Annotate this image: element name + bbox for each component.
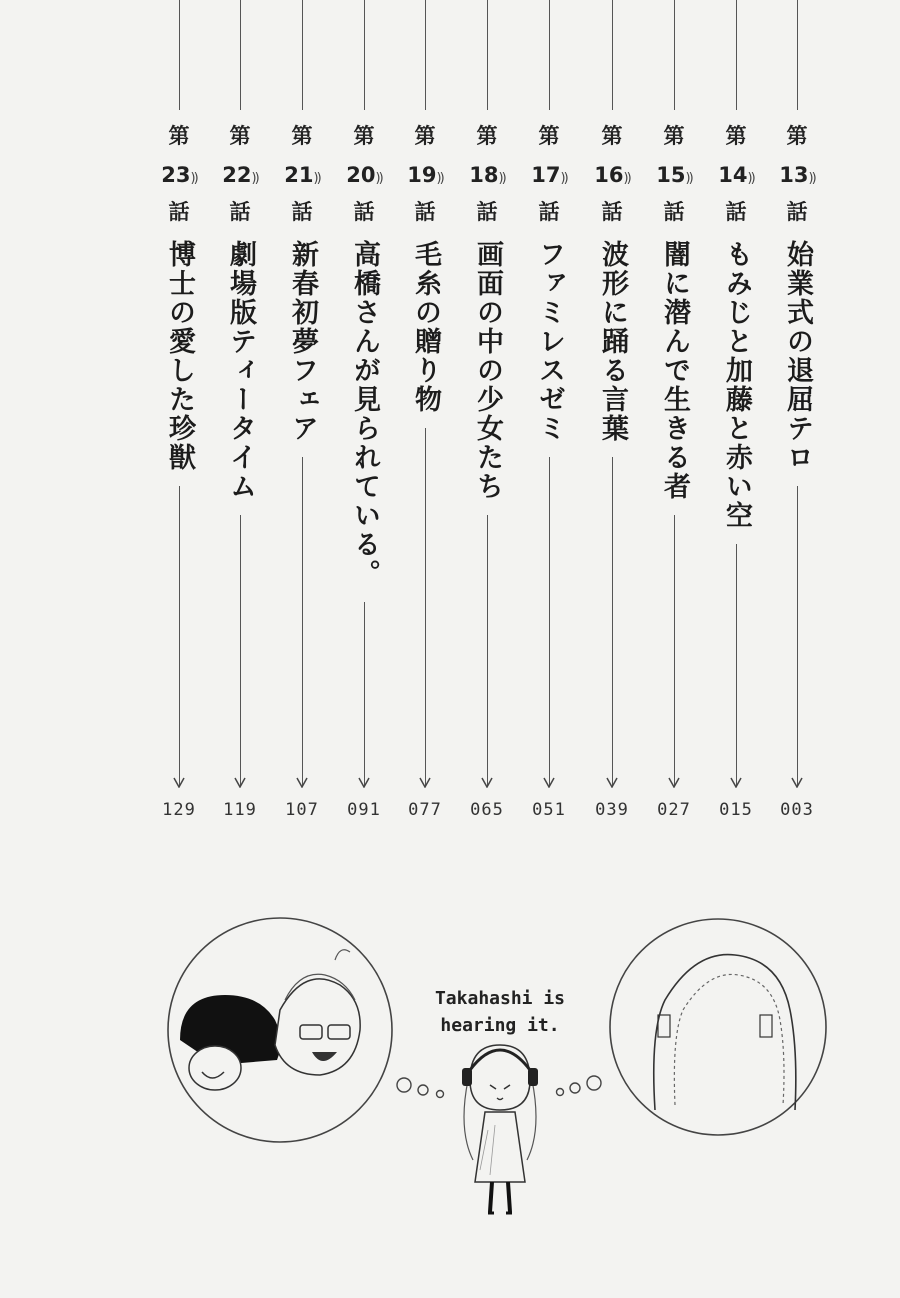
chapter-prefix: 第: [353, 124, 375, 148]
chapter-number: [767, 124, 827, 224]
arrow-down-icon: [668, 776, 680, 788]
chapter-number: [582, 124, 642, 224]
leader-line-top: [612, 0, 613, 110]
chapter-prefix: 第: [663, 124, 685, 148]
leader-line-bottom: [612, 457, 613, 786]
chapter-number: [272, 124, 332, 224]
chapter-entry[interactable]: [272, 0, 332, 830]
page-number: 039: [595, 800, 629, 820]
sound-wave-icon: )): [251, 171, 258, 186]
chapter-number: [149, 124, 209, 224]
arrow-down-icon: [173, 776, 185, 788]
chapter-suffix: 話: [538, 200, 560, 224]
arrow-down-icon: [234, 776, 246, 788]
page-number: 051: [532, 800, 566, 820]
chapter-number-text: 22: [222, 163, 252, 187]
sound-wave-icon: )): [375, 171, 382, 186]
leader-line-top: [240, 0, 241, 110]
chapter-number-value: [395, 162, 455, 192]
sound-wave-icon: )): [747, 171, 754, 186]
chapter-suffix: 話: [601, 200, 623, 224]
thought-dots-left-icon: [397, 1078, 444, 1098]
leader-line-bottom: [179, 486, 180, 786]
caption-line-2: hearing it.: [440, 1015, 560, 1036]
sound-wave-icon: )): [560, 171, 567, 186]
page-number: 077: [408, 800, 442, 820]
page-number: 107: [285, 800, 319, 820]
leader-line-top: [487, 0, 488, 110]
thought-bubble-ghost-hair-icon: [610, 919, 826, 1135]
leader-line-bottom: [302, 457, 303, 786]
chapter-number-value: [767, 162, 827, 192]
thought-dots-right-icon: [557, 1076, 602, 1096]
sound-wave-icon: )): [808, 171, 815, 186]
chapter-prefix: 第: [291, 124, 313, 148]
sound-wave-icon: )): [436, 171, 443, 186]
chapter-number-value: [457, 162, 517, 192]
leader-line-bottom: [797, 486, 798, 786]
leader-line-top: [425, 0, 426, 110]
chapter-prefix: 第: [476, 124, 498, 148]
chapter-number: [644, 124, 704, 224]
chapter-title[interactable]: ファミレスゼミ: [534, 240, 565, 443]
leader-line-top: [736, 0, 737, 110]
chapter-number-value: [706, 162, 766, 192]
chapter-number-text: 20: [346, 163, 376, 187]
leader-line-bottom: [425, 428, 426, 786]
chapter-entry[interactable]: [582, 0, 642, 830]
chapter-title[interactable]: もみじと加藤と赤い空: [721, 240, 752, 530]
arrow-down-icon: [543, 776, 555, 788]
caption: [400, 985, 600, 1039]
caption-line-1: Takahashi is: [434, 988, 566, 1009]
chapter-number-text: 14: [718, 163, 748, 187]
chapter-title[interactable]: 闇に潜んで生きる者: [659, 240, 690, 501]
leader-line-bottom: [549, 457, 550, 786]
chapter-title[interactable]: 博士の愛した珍獣: [164, 240, 195, 472]
chapter-number-text: 23: [161, 163, 191, 187]
chapter-prefix: 第: [538, 124, 560, 148]
leader-line-top: [797, 0, 798, 110]
page-number: 091: [347, 800, 381, 820]
chapter-number-text: 13: [779, 163, 809, 187]
chapter-suffix: 話: [725, 200, 747, 224]
chapter-entry[interactable]: [706, 0, 766, 830]
sound-wave-icon: )): [685, 171, 692, 186]
arrow-down-icon: [358, 776, 370, 788]
chapter-prefix: 第: [229, 124, 251, 148]
chapter-entry[interactable]: [644, 0, 704, 830]
leader-line-bottom: [487, 515, 488, 786]
chapter-entry[interactable]: [149, 0, 209, 830]
chapter-prefix: 第: [168, 124, 190, 148]
chapter-number-value: [334, 162, 394, 192]
girl-with-headphones-icon: [462, 1045, 538, 1213]
chapter-suffix: 話: [786, 200, 808, 224]
chapter-suffix: 話: [229, 200, 251, 224]
chapter-title[interactable]: 高橋さんが見られている。: [349, 240, 380, 588]
chapter-suffix: 話: [353, 200, 375, 224]
arrow-down-icon: [419, 776, 431, 788]
chapter-number-value: [210, 162, 270, 192]
chapter-prefix: 第: [414, 124, 436, 148]
chapter-number: [519, 124, 579, 224]
chapter-number-value: [582, 162, 642, 192]
chapter-number-value: [519, 162, 579, 192]
chapter-number-text: 16: [594, 163, 624, 187]
thought-bubble-two-characters-icon: [168, 918, 392, 1142]
leader-line-top: [302, 0, 303, 110]
chapter-title[interactable]: 劇場版ティータイム: [225, 240, 256, 501]
arrow-down-icon: [481, 776, 493, 788]
arrow-down-icon: [296, 776, 308, 788]
sound-wave-icon: )): [623, 171, 630, 186]
chapter-number: [457, 124, 517, 224]
chapter-number-value: [149, 162, 209, 192]
leader-line-bottom: [674, 515, 675, 786]
chapter-entry[interactable]: [395, 0, 455, 830]
chapter-title[interactable]: 新春初夢フェア: [287, 240, 318, 443]
chapter-suffix: 話: [168, 200, 190, 224]
arrow-down-icon: [791, 776, 803, 788]
chapter-number-text: 21: [284, 163, 314, 187]
leader-line-top: [674, 0, 675, 110]
chapter-title[interactable]: 始業式の退屈テロ: [782, 240, 813, 472]
leader-line-bottom: [240, 515, 241, 786]
chapter-number-text: 18: [469, 163, 499, 187]
chapter-title[interactable]: 画面の中の少女たち: [472, 240, 503, 501]
page-number: 129: [162, 800, 196, 820]
chapter-number: [334, 124, 394, 224]
chapter-entry[interactable]: [767, 0, 827, 830]
arrow-down-icon: [730, 776, 742, 788]
chapter-title[interactable]: 毛糸の贈り物: [410, 240, 441, 414]
chapter-prefix: 第: [725, 124, 747, 148]
chapter-entry[interactable]: [519, 0, 579, 830]
chapter-number-text: 15: [656, 163, 686, 187]
chapter-suffix: 話: [663, 200, 685, 224]
chapter-number-value: [644, 162, 704, 192]
leader-line-top: [364, 0, 365, 110]
chapter-entry[interactable]: [457, 0, 517, 830]
sound-wave-icon: )): [190, 171, 197, 186]
chapter-number-text: 17: [531, 163, 561, 187]
sound-wave-icon: )): [313, 171, 320, 186]
leader-line-bottom: [364, 602, 365, 786]
chapter-suffix: 話: [414, 200, 436, 224]
illustration: [0, 900, 900, 1240]
chapter-suffix: 話: [476, 200, 498, 224]
arrow-down-icon: [606, 776, 618, 788]
chapter-suffix: 話: [291, 200, 313, 224]
chapter-prefix: 第: [786, 124, 808, 148]
chapter-number: [706, 124, 766, 224]
page-number: 119: [223, 800, 257, 820]
chapter-number-value: [272, 162, 332, 192]
chapter-number: [395, 124, 455, 224]
chapter-prefix: 第: [601, 124, 623, 148]
page-number: 003: [780, 800, 814, 820]
sound-wave-icon: )): [498, 171, 505, 186]
leader-line-bottom: [736, 544, 737, 786]
leader-line-top: [179, 0, 180, 110]
chapter-title[interactable]: 波形に踊る言葉: [597, 240, 628, 443]
leader-line-top: [549, 0, 550, 110]
chapter-number-text: 19: [407, 163, 437, 187]
page-number: 015: [719, 800, 753, 820]
chapter-entry[interactable]: [334, 0, 394, 830]
chapter-entry[interactable]: [210, 0, 270, 830]
page-number: 065: [470, 800, 504, 820]
page-number: 027: [657, 800, 691, 820]
chapter-number: [210, 124, 270, 224]
